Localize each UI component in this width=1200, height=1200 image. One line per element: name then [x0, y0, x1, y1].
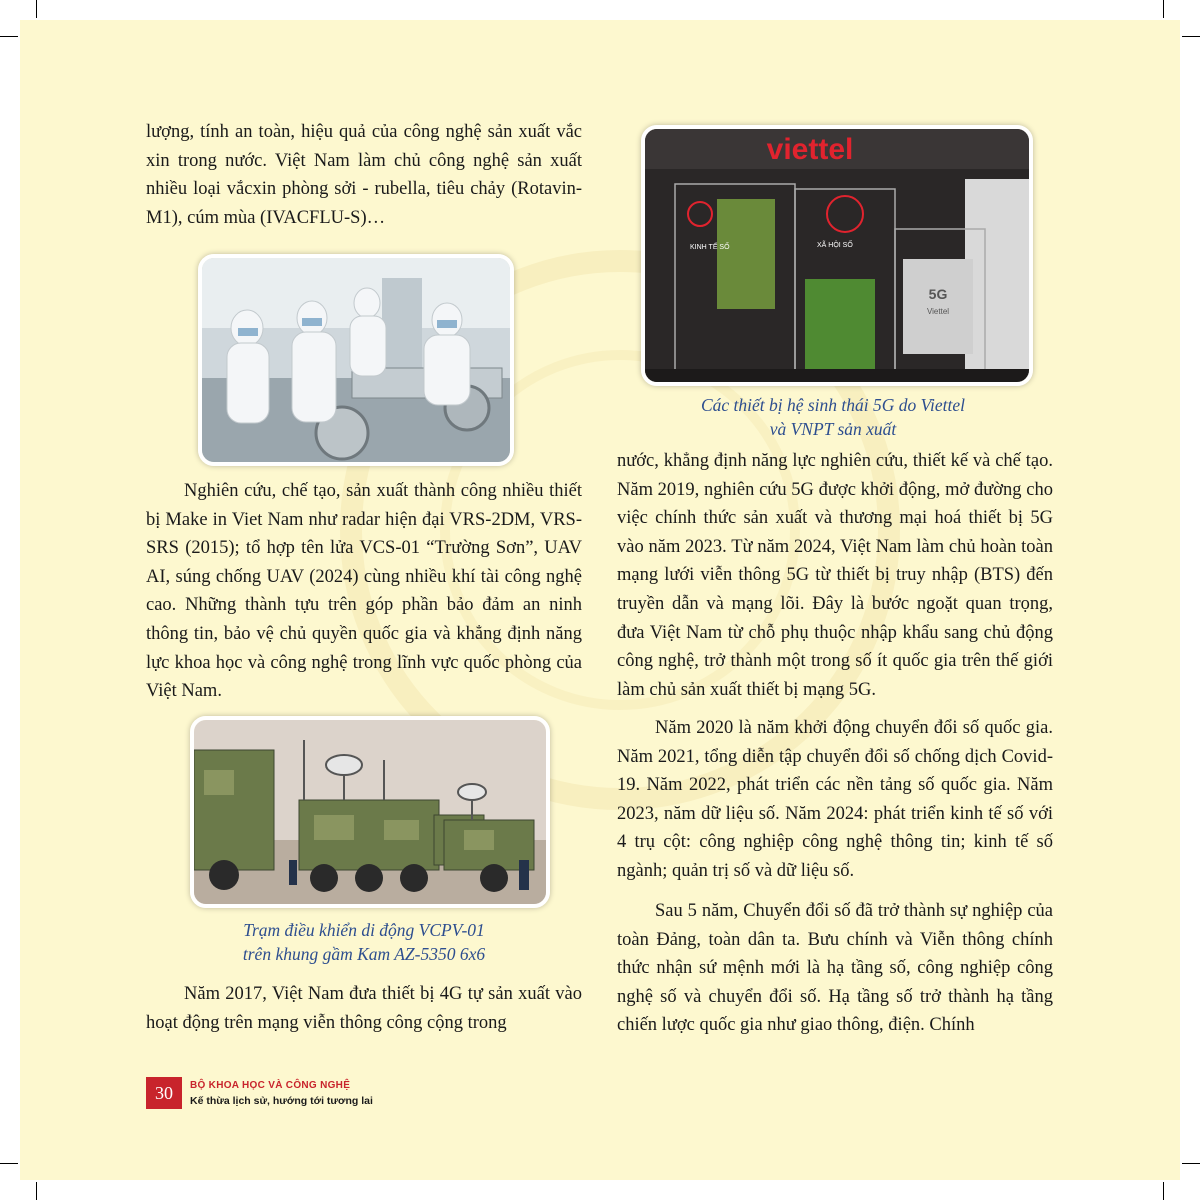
crop-mark	[1163, 0, 1164, 18]
viettel-illustration	[645, 129, 1029, 382]
viettel-sign: viettel	[766, 133, 854, 166]
left-text-top	[146, 118, 582, 232]
device-brand-label: Viettel	[926, 307, 950, 316]
paragraph: Sau 5 năm, Chuyển đổi số đã trở thành sự nghiệp của toàn Đảng, toàn dân ta. Bưu chính và Viễn thông chính thức nhận sứ mệnh mới là hạ tầng số, công nghiệp công nghệ số và chuyển đổi số. Hạ tầng số trở thành hạ tầng chiến lược quốc gia như giao thông, điện. Chính	[617, 901, 1053, 1036]
footer-title: BỘ KHOA HỌC VÀ CÔNG NGHỆ	[190, 1080, 351, 1091]
photo-mobile-station	[190, 716, 550, 908]
crop-mark	[0, 36, 18, 37]
right-text-top	[617, 447, 1053, 704]
photo-vaccine-lab	[198, 254, 514, 466]
crop-mark	[1182, 1163, 1200, 1164]
caption-line: và VNPT sản xuất	[769, 419, 897, 439]
paragraph: Nghiên cứu, chế tạo, sản xuất thành công nhiều thiết bị Make in Viet Nam như radar hiện đại VRS-2DM, VRS-SRS (2015); tổ hợp tên lửa VCS-01 “Trường Sơn”, UAV AI, súng chống UAV (2024) cùng nhiều khí tài công nghệ cao. Những thành tựu trên góp phần bảo đảm an ninh thông tin, bảo vệ chủ quyền quốc gia và khẳng định năng lực khoa học và công nghệ trong lĩnh vực quốc phòng của Việt Nam.	[146, 481, 582, 702]
crop-mark	[36, 1182, 37, 1200]
paragraph: nước, khẳng định năng lực nghiên cứu, thiết kế và chế tạo. Năm 2019, nghiên cứu 5G được khởi động, mở đường cho việc chính thức sản xuất và thương mại hoá thiết bị 5G vào năm 2023. Từ năm 2024, Việt Nam làm chủ hoàn toàn mạng lưới viễn thông 5G từ thiết bị truy nhập (BTS) đến truyền dẫn và mạng lõi. Đây là bước ngoặt quan trọng, đưa Việt Nam từ chỗ phụ thuộc nhập khẩu sang chủ động công nghệ, trở thành một trong số ít quốc gia trên thế giới làm chủ sản xuất thiết bị mạng 5G.	[617, 451, 1053, 700]
paragraph: Năm 2020 là năm khởi động chuyển đổi số quốc gia. Năm 2021, tổng diễn tập chuyển đổi số chống dịch Covid-19. Năm 2022, phát triển các nền tảng số quốc gia. Năm 2023, năm dữ liệu số. Năm 2024: phát triển kinh tế số với 4 trụ cột: công nghiệp công nghệ thông tin; kinh tế số ngành; quản trị số và dữ liệu số.	[617, 718, 1053, 881]
crop-mark	[1163, 1182, 1164, 1200]
caption-line: trên khung gầm Kam AZ-5350 6x6	[242, 944, 486, 964]
caption-vehicle	[146, 918, 582, 966]
kiosk-label-left: KINH TẾ SỐ	[690, 244, 730, 251]
crop-mark	[1182, 36, 1200, 37]
crop-mark	[36, 0, 37, 18]
right-text-bottom	[617, 897, 1053, 1040]
caption-line: Trạm điều khiển di động VCPV-01	[243, 920, 485, 940]
paragraph: Năm 2017, Việt Nam đưa thiết bị 4G tự sản xuất vào hoạt động trên mạng viễn thông công cộng trong	[146, 984, 582, 1033]
paragraph: lượng, tính an toàn, hiệu quả của công nghệ sản xuất vắc xin trong nước. Việt Nam làm chủ công nghệ sản xuất nhiều loại vắcxin phòng sởi - rubella, tiêu chảy (Rotavin-M1), cúm mùa (IVACFLU-S)…	[146, 122, 582, 228]
crop-mark	[0, 1163, 18, 1164]
caption-viettel	[630, 393, 1036, 441]
left-text-bottom	[146, 980, 582, 1037]
right-text-middle	[617, 714, 1053, 886]
photo-viettel-5g	[641, 125, 1033, 386]
page-number: 30	[146, 1077, 182, 1109]
kiosk-label-mid: XÃ HỘI SỐ	[817, 242, 853, 249]
device-5g-label: 5G	[928, 286, 948, 302]
footer-subtitle: Kế thừa lịch sử, hướng tới tương lai	[190, 1095, 373, 1107]
vehicle-illustration	[194, 720, 546, 904]
lab-illustration	[202, 258, 510, 462]
caption-line: Các thiết bị hệ sinh thái 5G do Viettel	[700, 395, 966, 415]
left-text-middle	[146, 477, 582, 706]
